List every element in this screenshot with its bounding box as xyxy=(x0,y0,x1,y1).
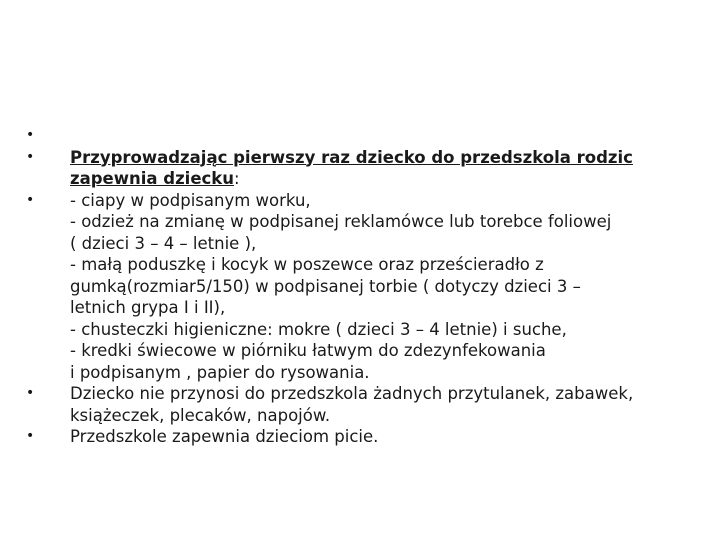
list-item-drinks xyxy=(26,426,706,448)
list-item-no-toys xyxy=(26,383,706,426)
no-toys-line: książeczek, plecaków, napojów. xyxy=(70,405,331,425)
supplies-line: gumką(rozmiar5/150) w podpisanej torbie ( dotyczy dzieci 3 – xyxy=(70,276,581,296)
supplies-line: - ciapy w podpisanym worku, xyxy=(70,190,311,210)
list-item-empty xyxy=(26,125,706,147)
supplies-line: - kredki świecowe w piórniku łatwym do zdezynfekowania xyxy=(70,341,546,360)
item-line xyxy=(70,125,706,147)
drinks-line: Przedszkole zapewnia dzieciom picie. xyxy=(70,427,379,446)
bullet-dot-icon: • xyxy=(26,385,35,401)
bullet-dot-icon: • xyxy=(26,148,35,165)
no-toys-line: Dziecko nie przynosi do przedszkola żadnych przytulanek, zabawek, xyxy=(70,384,634,403)
list-item-supplies xyxy=(26,190,706,384)
intro-heading-line-1: Przyprowadzając pierwszy raz dziecko do przedszkola rodzic xyxy=(70,147,633,167)
supplies-line: letnich grypa I i II), xyxy=(70,298,226,317)
bullet-dot-icon: • xyxy=(26,127,35,143)
supplies-line: - małą poduszkę i kocyk w poszewce oraz prześcieradło z xyxy=(70,255,544,274)
bullet-list xyxy=(26,125,706,448)
bullet-dot-icon: • xyxy=(26,428,35,444)
supplies-line: - chusteczki higieniczne: mokre ( dzieci 3 – 4 letnie) i suche, xyxy=(70,319,567,339)
supplies-line: ( dzieci 3 – 4 – letnie ), xyxy=(70,233,257,253)
list-item-intro xyxy=(26,147,706,190)
supplies-line: i podpisanym , papier do rysowania. xyxy=(70,362,370,382)
intro-heading-line-2: zapewnia dziecku: xyxy=(70,169,240,188)
supplies-line: - odzież na zmianę w podpisanej reklamówce lub torebce foliowej xyxy=(70,212,612,231)
bullet-dot-icon: • xyxy=(26,191,35,208)
